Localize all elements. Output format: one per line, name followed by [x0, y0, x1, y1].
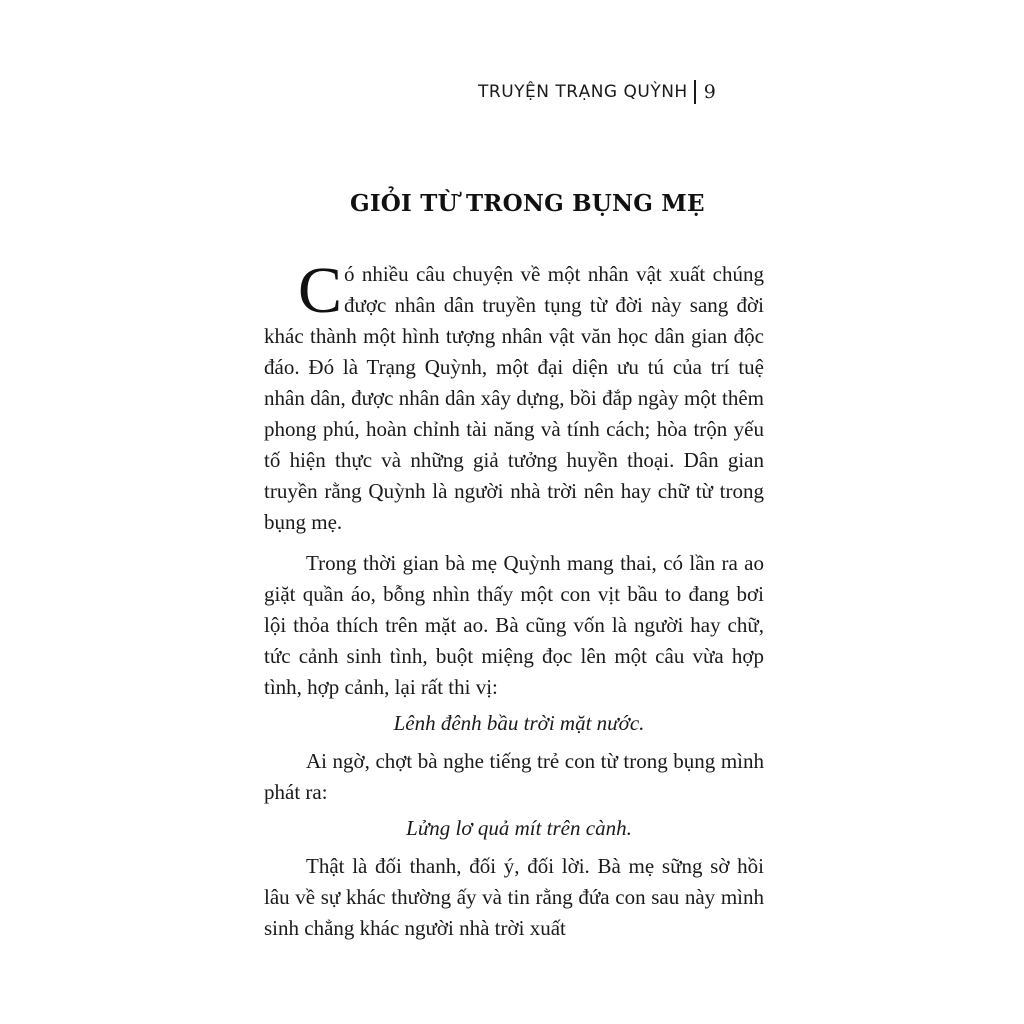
chapter-title: GIỎI TỪ TRONG BỤNG MẸ: [350, 190, 705, 217]
paragraph-2: Trong thời gian bà mẹ Quỳnh mang thai, có lần ra ao giặt quần áo, bỗng nhìn thấy một con vịt bầu to đang bơi lội thỏa thích trên mặt ao. Bà cũng vốn là người hay chữ, tức cảnh sinh tình, buột miệng đọc lên một câu vừa hợp tình, hợp cảnh, lại rất thi vị:: [264, 551, 764, 699]
running-header: [478, 80, 716, 104]
body-text: [264, 254, 764, 944]
page-number: 9: [703, 81, 717, 103]
verse-line-2: Lửng lơ quả mít trên cành.: [406, 816, 632, 840]
paragraph-1: [264, 254, 764, 538]
verse-line-1: Lênh đênh bầu trời mặt nước.: [393, 711, 645, 735]
paragraph-3: Ai ngờ, chợt bà nghe tiếng trẻ con từ trong bụng mình phát ra:: [264, 749, 764, 804]
drop-cap: C: [298, 254, 343, 327]
header-divider: [694, 80, 696, 104]
book-title: TRUYỆN TRẠNG QUỲNH: [478, 82, 688, 102]
paragraph-4: Thật là đối thanh, đối ý, đối lời. Bà mẹ sững sờ hồi lâu về sự khác thường ấy và tin rằng đứa con sau này mình sinh chẳng khác người nhà trời xuất: [264, 854, 764, 940]
paragraph-1-text: ó nhiều câu chuyện về một nhân vật xuất chúng được nhân dân truyền tụng từ đời này sang đời khác thành một hình tượng nhân vật văn học dân gian độc đáo. Đó là Trạng Quỳnh, một đại diện ưu tú của trí tuệ nhân dân, được nhân dân xây dựng, bồi đắp ngày một thêm phong phú, hoàn chỉnh tài năng và tính cách; hòa trộn yếu tố hiện thực và những giả tưởng huyền thoại. Dân gian truyền rằng Quỳnh là người nhà trời nên hay chữ từ trong bụng mẹ.: [264, 262, 764, 534]
